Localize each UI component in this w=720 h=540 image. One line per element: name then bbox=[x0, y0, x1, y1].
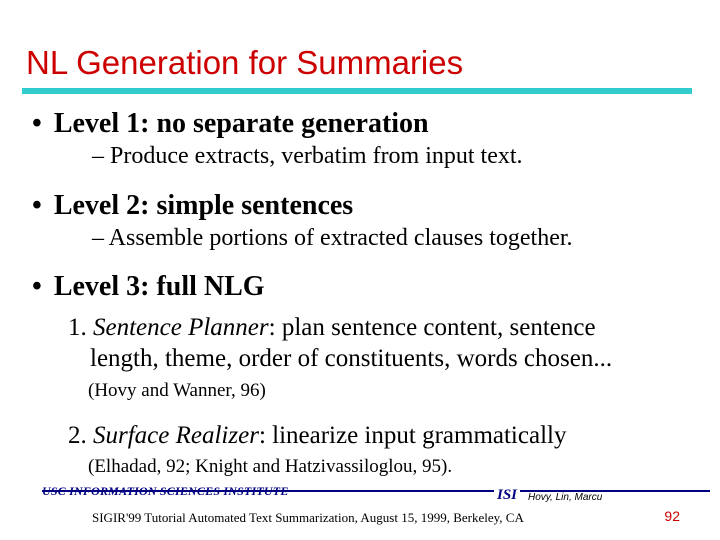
numbered-item-sentence-planner bbox=[68, 312, 612, 375]
item-number: 2. bbox=[68, 422, 87, 449]
sub-bullet-level-2: – Assemble portions of extracted clauses together. bbox=[92, 225, 573, 251]
sub-bullet-level-1: – Produce extracts, verbatim from input text. bbox=[92, 143, 523, 169]
isi-logo bbox=[494, 486, 520, 502]
citation-elhadad-knight: (Elhadad, 92; Knight and Hatzivassiloglou, 95). bbox=[88, 456, 453, 477]
footer-event: SIGIR'99 Tutorial Automated Text Summarization, August 15, 1999, Berkeley, CA bbox=[92, 510, 524, 525]
bullet-marker: • bbox=[32, 271, 42, 302]
page-number: 92 bbox=[664, 508, 680, 524]
bullet-level-1 bbox=[32, 110, 429, 138]
bullet-level-2 bbox=[32, 192, 353, 220]
bullet-text: Level 1: no separate generation bbox=[53, 108, 429, 139]
isi-logo-text: ISI bbox=[496, 487, 518, 502]
bullet-marker: • bbox=[32, 108, 42, 139]
footer-institute: USC INFORMATION SCIENCES INSTITUTE bbox=[42, 484, 289, 498]
item-term: Surface Realizer bbox=[93, 422, 259, 449]
numbered-item-surface-realizer bbox=[68, 420, 566, 451]
slide-title: NL Generation for Summaries bbox=[26, 44, 464, 81]
citation-hovy-wanner: (Hovy and Wanner, 96) bbox=[88, 380, 266, 401]
item-number: 1. bbox=[68, 314, 87, 341]
item-description-cont: length, theme, order of constituents, words chosen... bbox=[90, 345, 613, 373]
footer-authors: Hovy, Lin, Marcu bbox=[528, 492, 603, 503]
bullet-text: Level 3: full NLG bbox=[53, 271, 265, 302]
bullet-text: Level 2: simple sentences bbox=[53, 190, 354, 221]
item-term: Sentence Planner bbox=[93, 314, 269, 341]
bullet-level-3 bbox=[32, 273, 265, 301]
item-description: : plan sentence content, sentence bbox=[268, 314, 596, 341]
title-underline bbox=[22, 88, 692, 94]
item-description: : linearize input grammatically bbox=[258, 422, 567, 449]
bullet-marker: • bbox=[32, 190, 42, 221]
